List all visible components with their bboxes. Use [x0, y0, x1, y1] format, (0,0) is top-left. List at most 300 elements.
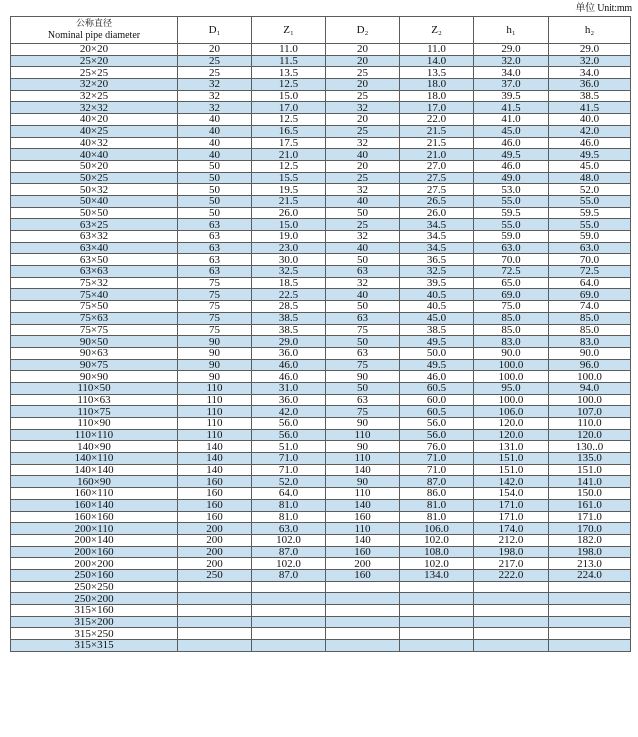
cell-z2: 34.5	[400, 219, 474, 231]
cell-h2: 36.0	[549, 79, 631, 91]
cell-h2: 94.0	[549, 382, 631, 394]
cell-z2: 17.0	[400, 102, 474, 114]
cell-h2: 32.0	[549, 55, 631, 67]
cell-h1	[474, 605, 549, 617]
table-row	[11, 336, 631, 348]
cell-z2: 32.5	[400, 266, 474, 278]
cell-z2: 40.5	[400, 301, 474, 313]
cell-z2	[400, 640, 474, 652]
header-d1: D₁	[178, 17, 252, 44]
table-row	[11, 394, 631, 406]
cell-h2: 130..0	[549, 441, 631, 453]
cell-h1: 222.0	[474, 569, 549, 581]
cell-h1: 41.5	[474, 102, 549, 114]
cell-h1: 95.0	[474, 382, 549, 394]
cell-z1: 13.5	[252, 67, 326, 79]
cell-d2: 32	[326, 184, 400, 196]
cell-z2: 71.0	[400, 453, 474, 465]
cell-d1: 40	[178, 114, 252, 126]
cell-z1: 87.0	[252, 569, 326, 581]
cell-z2	[400, 605, 474, 617]
cell-z2: 27.5	[400, 172, 474, 184]
cell-d2: 20	[326, 79, 400, 91]
cell-h1: 49.0	[474, 172, 549, 184]
table-row	[11, 102, 631, 114]
cell-nominal-diameter: 315×160	[11, 605, 178, 617]
cell-h1: 131.0	[474, 441, 549, 453]
table-row	[11, 441, 631, 453]
table-row	[11, 90, 631, 102]
cell-d2: 25	[326, 67, 400, 79]
table-row	[11, 55, 631, 67]
cell-d2: 20	[326, 55, 400, 67]
cell-d1: 90	[178, 371, 252, 383]
table-row	[11, 195, 631, 207]
table-row	[11, 137, 631, 149]
cell-nominal-diameter: 25×20	[11, 55, 178, 67]
cell-z1: 12.5	[252, 160, 326, 172]
cell-d1: 160	[178, 476, 252, 488]
header-h2: h₂	[549, 17, 631, 44]
cell-h2: 107.0	[549, 406, 631, 418]
cell-h2: 64.0	[549, 277, 631, 289]
cell-h2: 52.0	[549, 184, 631, 196]
cell-h2: 83.0	[549, 336, 631, 348]
cell-d2: 25	[326, 172, 400, 184]
cell-d1: 32	[178, 79, 252, 91]
cell-h2: 182.0	[549, 534, 631, 546]
cell-h2	[549, 593, 631, 605]
cell-nominal-diameter: 50×50	[11, 207, 178, 219]
cell-d2: 160	[326, 511, 400, 523]
cell-z1: 15.0	[252, 90, 326, 102]
cell-nominal-diameter: 90×90	[11, 371, 178, 383]
cell-nominal-diameter: 140×140	[11, 464, 178, 476]
cell-d1: 50	[178, 160, 252, 172]
cell-h2	[549, 605, 631, 617]
cell-d1: 50	[178, 207, 252, 219]
header-d2: D₂	[326, 17, 400, 44]
cell-h1: 217.0	[474, 558, 549, 570]
cell-h2	[549, 640, 631, 652]
cell-h1: 34.0	[474, 67, 549, 79]
cell-z1: 11.5	[252, 55, 326, 67]
cell-d1: 200	[178, 558, 252, 570]
cell-d2: 75	[326, 359, 400, 371]
cell-z2: 21.5	[400, 125, 474, 137]
cell-nominal-diameter: 32×20	[11, 79, 178, 91]
cell-d1: 140	[178, 464, 252, 476]
cell-d1	[178, 581, 252, 593]
cell-h1: 59.0	[474, 231, 549, 243]
cell-h2	[549, 628, 631, 640]
cell-d2: 40	[326, 149, 400, 161]
cell-nominal-diameter: 110×90	[11, 418, 178, 430]
cell-nominal-diameter: 50×32	[11, 184, 178, 196]
cell-z1: 32.5	[252, 266, 326, 278]
cell-h1: 65.0	[474, 277, 549, 289]
table-row	[11, 476, 631, 488]
cell-d2: 32	[326, 102, 400, 114]
cell-d2: 32	[326, 277, 400, 289]
cell-z1	[252, 593, 326, 605]
table-row	[11, 125, 631, 137]
cell-h2: 69.0	[549, 289, 631, 301]
cell-z1: 29.0	[252, 336, 326, 348]
table-row	[11, 254, 631, 266]
cell-z1: 71.0	[252, 464, 326, 476]
cell-nominal-diameter: 140×90	[11, 441, 178, 453]
cell-d1: 50	[178, 195, 252, 207]
cell-h2: 55.0	[549, 195, 631, 207]
cell-d1: 90	[178, 347, 252, 359]
cell-d1: 110	[178, 418, 252, 430]
cell-d1: 160	[178, 511, 252, 523]
cell-nominal-diameter: 90×63	[11, 347, 178, 359]
cell-z1: 46.0	[252, 359, 326, 371]
cell-d1: 40	[178, 125, 252, 137]
cell-nominal-diameter: 90×75	[11, 359, 178, 371]
cell-d2: 40	[326, 289, 400, 301]
cell-z2: 60.5	[400, 382, 474, 394]
cell-z2: 27.5	[400, 184, 474, 196]
cell-d1	[178, 605, 252, 617]
cell-d2: 63	[326, 312, 400, 324]
cell-nominal-diameter: 315×200	[11, 616, 178, 628]
cell-h1	[474, 581, 549, 593]
cell-h1: 171.0	[474, 511, 549, 523]
cell-z2: 26.5	[400, 195, 474, 207]
table-row	[11, 301, 631, 313]
cell-z2: 49.5	[400, 336, 474, 348]
table-row	[11, 359, 631, 371]
cell-z1: 81.0	[252, 499, 326, 511]
cell-h2: 150.0	[549, 488, 631, 500]
cell-nominal-diameter: 63×50	[11, 254, 178, 266]
cell-nominal-diameter: 63×63	[11, 266, 178, 278]
table-row	[11, 499, 631, 511]
table-row	[11, 569, 631, 581]
table-row	[11, 558, 631, 570]
cell-z2: 11.0	[400, 44, 474, 56]
cell-h1: 85.0	[474, 324, 549, 336]
cell-d2	[326, 628, 400, 640]
cell-h1	[474, 593, 549, 605]
cell-nominal-diameter: 160×160	[11, 511, 178, 523]
cell-d2: 63	[326, 266, 400, 278]
cell-h2: 120.0	[549, 429, 631, 441]
cell-z2	[400, 616, 474, 628]
cell-z1: 19.5	[252, 184, 326, 196]
cell-nominal-diameter: 63×32	[11, 231, 178, 243]
cell-h1: 120.0	[474, 418, 549, 430]
cell-z1: 52.0	[252, 476, 326, 488]
cell-z2: 45.0	[400, 312, 474, 324]
cell-d1	[178, 640, 252, 652]
cell-d1: 75	[178, 289, 252, 301]
table-row	[11, 277, 631, 289]
cell-h1: 154.0	[474, 488, 549, 500]
cell-h1: 32.0	[474, 55, 549, 67]
cell-nominal-diameter: 200×110	[11, 523, 178, 535]
cell-h1: 70.0	[474, 254, 549, 266]
cell-h1: 59.5	[474, 207, 549, 219]
cell-d2: 160	[326, 569, 400, 581]
cell-nominal-diameter: 140×110	[11, 453, 178, 465]
cell-z1: 12.5	[252, 114, 326, 126]
cell-d1: 40	[178, 149, 252, 161]
table-row	[11, 488, 631, 500]
cell-z2: 71.0	[400, 464, 474, 476]
cell-h2: 49.5	[549, 149, 631, 161]
cell-h2: 42.0	[549, 125, 631, 137]
cell-d1: 63	[178, 242, 252, 254]
cell-d2: 140	[326, 534, 400, 546]
cell-h1: 46.0	[474, 137, 549, 149]
header-z1: Z₁	[252, 17, 326, 44]
cell-d1: 110	[178, 382, 252, 394]
cell-z1: 81.0	[252, 511, 326, 523]
cell-h2: 34.0	[549, 67, 631, 79]
cell-nominal-diameter: 250×200	[11, 593, 178, 605]
cell-h2: 41.5	[549, 102, 631, 114]
cell-h2: 63.0	[549, 242, 631, 254]
cell-d1	[178, 593, 252, 605]
cell-d2: 20	[326, 114, 400, 126]
cell-h1: 85.0	[474, 312, 549, 324]
cell-z1: 26.0	[252, 207, 326, 219]
cell-z1	[252, 581, 326, 593]
cell-z2: 46.0	[400, 371, 474, 383]
cell-nominal-diameter: 63×25	[11, 219, 178, 231]
table-row	[11, 172, 631, 184]
cell-h1	[474, 616, 549, 628]
cell-h2: 90.0	[549, 347, 631, 359]
cell-d2: 160	[326, 546, 400, 558]
cell-z1: 38.5	[252, 312, 326, 324]
cell-nominal-diameter: 32×32	[11, 102, 178, 114]
cell-d1: 90	[178, 336, 252, 348]
cell-z2: 102.0	[400, 534, 474, 546]
cell-nominal-diameter: 50×25	[11, 172, 178, 184]
cell-h1: 198.0	[474, 546, 549, 558]
cell-h2: 151.0	[549, 464, 631, 476]
cell-h2: 96.0	[549, 359, 631, 371]
cell-z1	[252, 628, 326, 640]
cell-d2: 140	[326, 464, 400, 476]
table-row	[11, 546, 631, 558]
cell-nominal-diameter: 200×140	[11, 534, 178, 546]
table-row	[11, 149, 631, 161]
cell-d2: 110	[326, 429, 400, 441]
cell-d1: 25	[178, 67, 252, 79]
cell-h2: 100.0	[549, 394, 631, 406]
cell-d2: 63	[326, 347, 400, 359]
cell-d1: 140	[178, 441, 252, 453]
table-row	[11, 114, 631, 126]
cell-d1: 90	[178, 359, 252, 371]
cell-d2: 110	[326, 488, 400, 500]
cell-h2: 161.0	[549, 499, 631, 511]
cell-nominal-diameter: 75×32	[11, 277, 178, 289]
cell-nominal-diameter: 160×110	[11, 488, 178, 500]
cell-h2: 40.0	[549, 114, 631, 126]
cell-nominal-diameter: 75×50	[11, 301, 178, 313]
cell-z1: 71.0	[252, 453, 326, 465]
cell-z2: 87.0	[400, 476, 474, 488]
cell-h1: 171.0	[474, 499, 549, 511]
cell-h1: 83.0	[474, 336, 549, 348]
cell-d2: 50	[326, 254, 400, 266]
cell-z2: 21.0	[400, 149, 474, 161]
cell-d2	[326, 593, 400, 605]
cell-d2: 50	[326, 382, 400, 394]
header-nominal-diameter-en: Nominal pipe diameter	[47, 30, 141, 41]
cell-h2: 224.0	[549, 569, 631, 581]
table-row	[11, 406, 631, 418]
cell-z1: 46.0	[252, 371, 326, 383]
cell-h2: 55.0	[549, 219, 631, 231]
table-row	[11, 371, 631, 383]
cell-h1: 46.0	[474, 160, 549, 172]
cell-z1: 17.5	[252, 137, 326, 149]
cell-nominal-diameter: 110×110	[11, 429, 178, 441]
table-row	[11, 453, 631, 465]
cell-z2: 38.5	[400, 324, 474, 336]
cell-d2: 25	[326, 90, 400, 102]
cell-d1: 63	[178, 231, 252, 243]
cell-d2: 90	[326, 418, 400, 430]
table-row	[11, 593, 631, 605]
table-row	[11, 160, 631, 172]
cell-z1: 21.0	[252, 149, 326, 161]
cell-d2: 90	[326, 476, 400, 488]
cell-h1: 100.0	[474, 359, 549, 371]
cell-z2: 81.0	[400, 511, 474, 523]
cell-z1: 36.0	[252, 394, 326, 406]
table-row	[11, 266, 631, 278]
header-z2: Z₂	[400, 17, 474, 44]
cell-nominal-diameter: 25×25	[11, 67, 178, 79]
cell-h2: 38.5	[549, 90, 631, 102]
cell-d2: 32	[326, 231, 400, 243]
cell-z1: 38.5	[252, 324, 326, 336]
table-row	[11, 523, 631, 535]
cell-z2: 14.0	[400, 55, 474, 67]
table-row	[11, 418, 631, 430]
cell-nominal-diameter: 40×40	[11, 149, 178, 161]
cell-nominal-diameter: 75×75	[11, 324, 178, 336]
cell-h1: 100.0	[474, 394, 549, 406]
cell-h1: 29.0	[474, 44, 549, 56]
table-row	[11, 581, 631, 593]
cell-z2: 86.0	[400, 488, 474, 500]
cell-nominal-diameter: 75×63	[11, 312, 178, 324]
cell-z1: 31.0	[252, 382, 326, 394]
cell-h1: 151.0	[474, 464, 549, 476]
cell-h1: 142.0	[474, 476, 549, 488]
cell-d2: 20	[326, 160, 400, 172]
table-row	[11, 464, 631, 476]
cell-h2: 100.0	[549, 371, 631, 383]
cell-d2: 90	[326, 371, 400, 383]
cell-nominal-diameter: 250×160	[11, 569, 178, 581]
cell-nominal-diameter: 90×50	[11, 336, 178, 348]
cell-d2	[326, 616, 400, 628]
cell-h1: 37.0	[474, 79, 549, 91]
cell-z1: 18.5	[252, 277, 326, 289]
table-row	[11, 511, 631, 523]
cell-z2: 18.0	[400, 90, 474, 102]
cell-h1: 72.5	[474, 266, 549, 278]
cell-z2: 60.0	[400, 394, 474, 406]
table-row	[11, 289, 631, 301]
cell-d1: 200	[178, 534, 252, 546]
table-row	[11, 534, 631, 546]
cell-h2: 59.0	[549, 231, 631, 243]
cell-z2: 81.0	[400, 499, 474, 511]
cell-d1: 50	[178, 184, 252, 196]
cell-d1: 160	[178, 499, 252, 511]
cell-z2: 34.5	[400, 242, 474, 254]
cell-z1: 102.0	[252, 558, 326, 570]
cell-h2: 85.0	[549, 324, 631, 336]
cell-h1: 212.0	[474, 534, 549, 546]
cell-z2	[400, 593, 474, 605]
cell-nominal-diameter: 315×250	[11, 628, 178, 640]
cell-d1: 110	[178, 406, 252, 418]
cell-d2: 50	[326, 207, 400, 219]
cell-d1: 200	[178, 523, 252, 535]
table-row	[11, 616, 631, 628]
cell-nominal-diameter: 250×250	[11, 581, 178, 593]
cell-d2: 200	[326, 558, 400, 570]
cell-d2: 140	[326, 499, 400, 511]
cell-d2: 40	[326, 242, 400, 254]
cell-d2	[326, 640, 400, 652]
table-row	[11, 184, 631, 196]
cell-z1: 63.0	[252, 523, 326, 535]
cell-z2: 22.0	[400, 114, 474, 126]
cell-z1: 16.5	[252, 125, 326, 137]
cell-z1: 28.5	[252, 301, 326, 313]
cell-nominal-diameter: 315×315	[11, 640, 178, 652]
unit-label: 单位 Unit:mm	[575, 3, 632, 14]
cell-h2: 135.0	[549, 453, 631, 465]
table-body	[11, 44, 631, 652]
cell-d1: 32	[178, 90, 252, 102]
cell-d1: 110	[178, 429, 252, 441]
cell-h2: 46.0	[549, 137, 631, 149]
cell-h2: 85.0	[549, 312, 631, 324]
cell-h1: 45.0	[474, 125, 549, 137]
cell-d2: 32	[326, 137, 400, 149]
cell-z1: 19.0	[252, 231, 326, 243]
table-row	[11, 382, 631, 394]
cell-z1: 30.0	[252, 254, 326, 266]
cell-nominal-diameter: 75×40	[11, 289, 178, 301]
cell-z1: 42.0	[252, 406, 326, 418]
cell-d1: 32	[178, 102, 252, 114]
cell-z1: 102.0	[252, 534, 326, 546]
cell-z2: 27.0	[400, 160, 474, 172]
cell-h1: 55.0	[474, 195, 549, 207]
cell-d2: 25	[326, 125, 400, 137]
cell-d1: 25	[178, 55, 252, 67]
cell-h1	[474, 640, 549, 652]
cell-z1: 11.0	[252, 44, 326, 56]
cell-nominal-diameter: 50×20	[11, 160, 178, 172]
